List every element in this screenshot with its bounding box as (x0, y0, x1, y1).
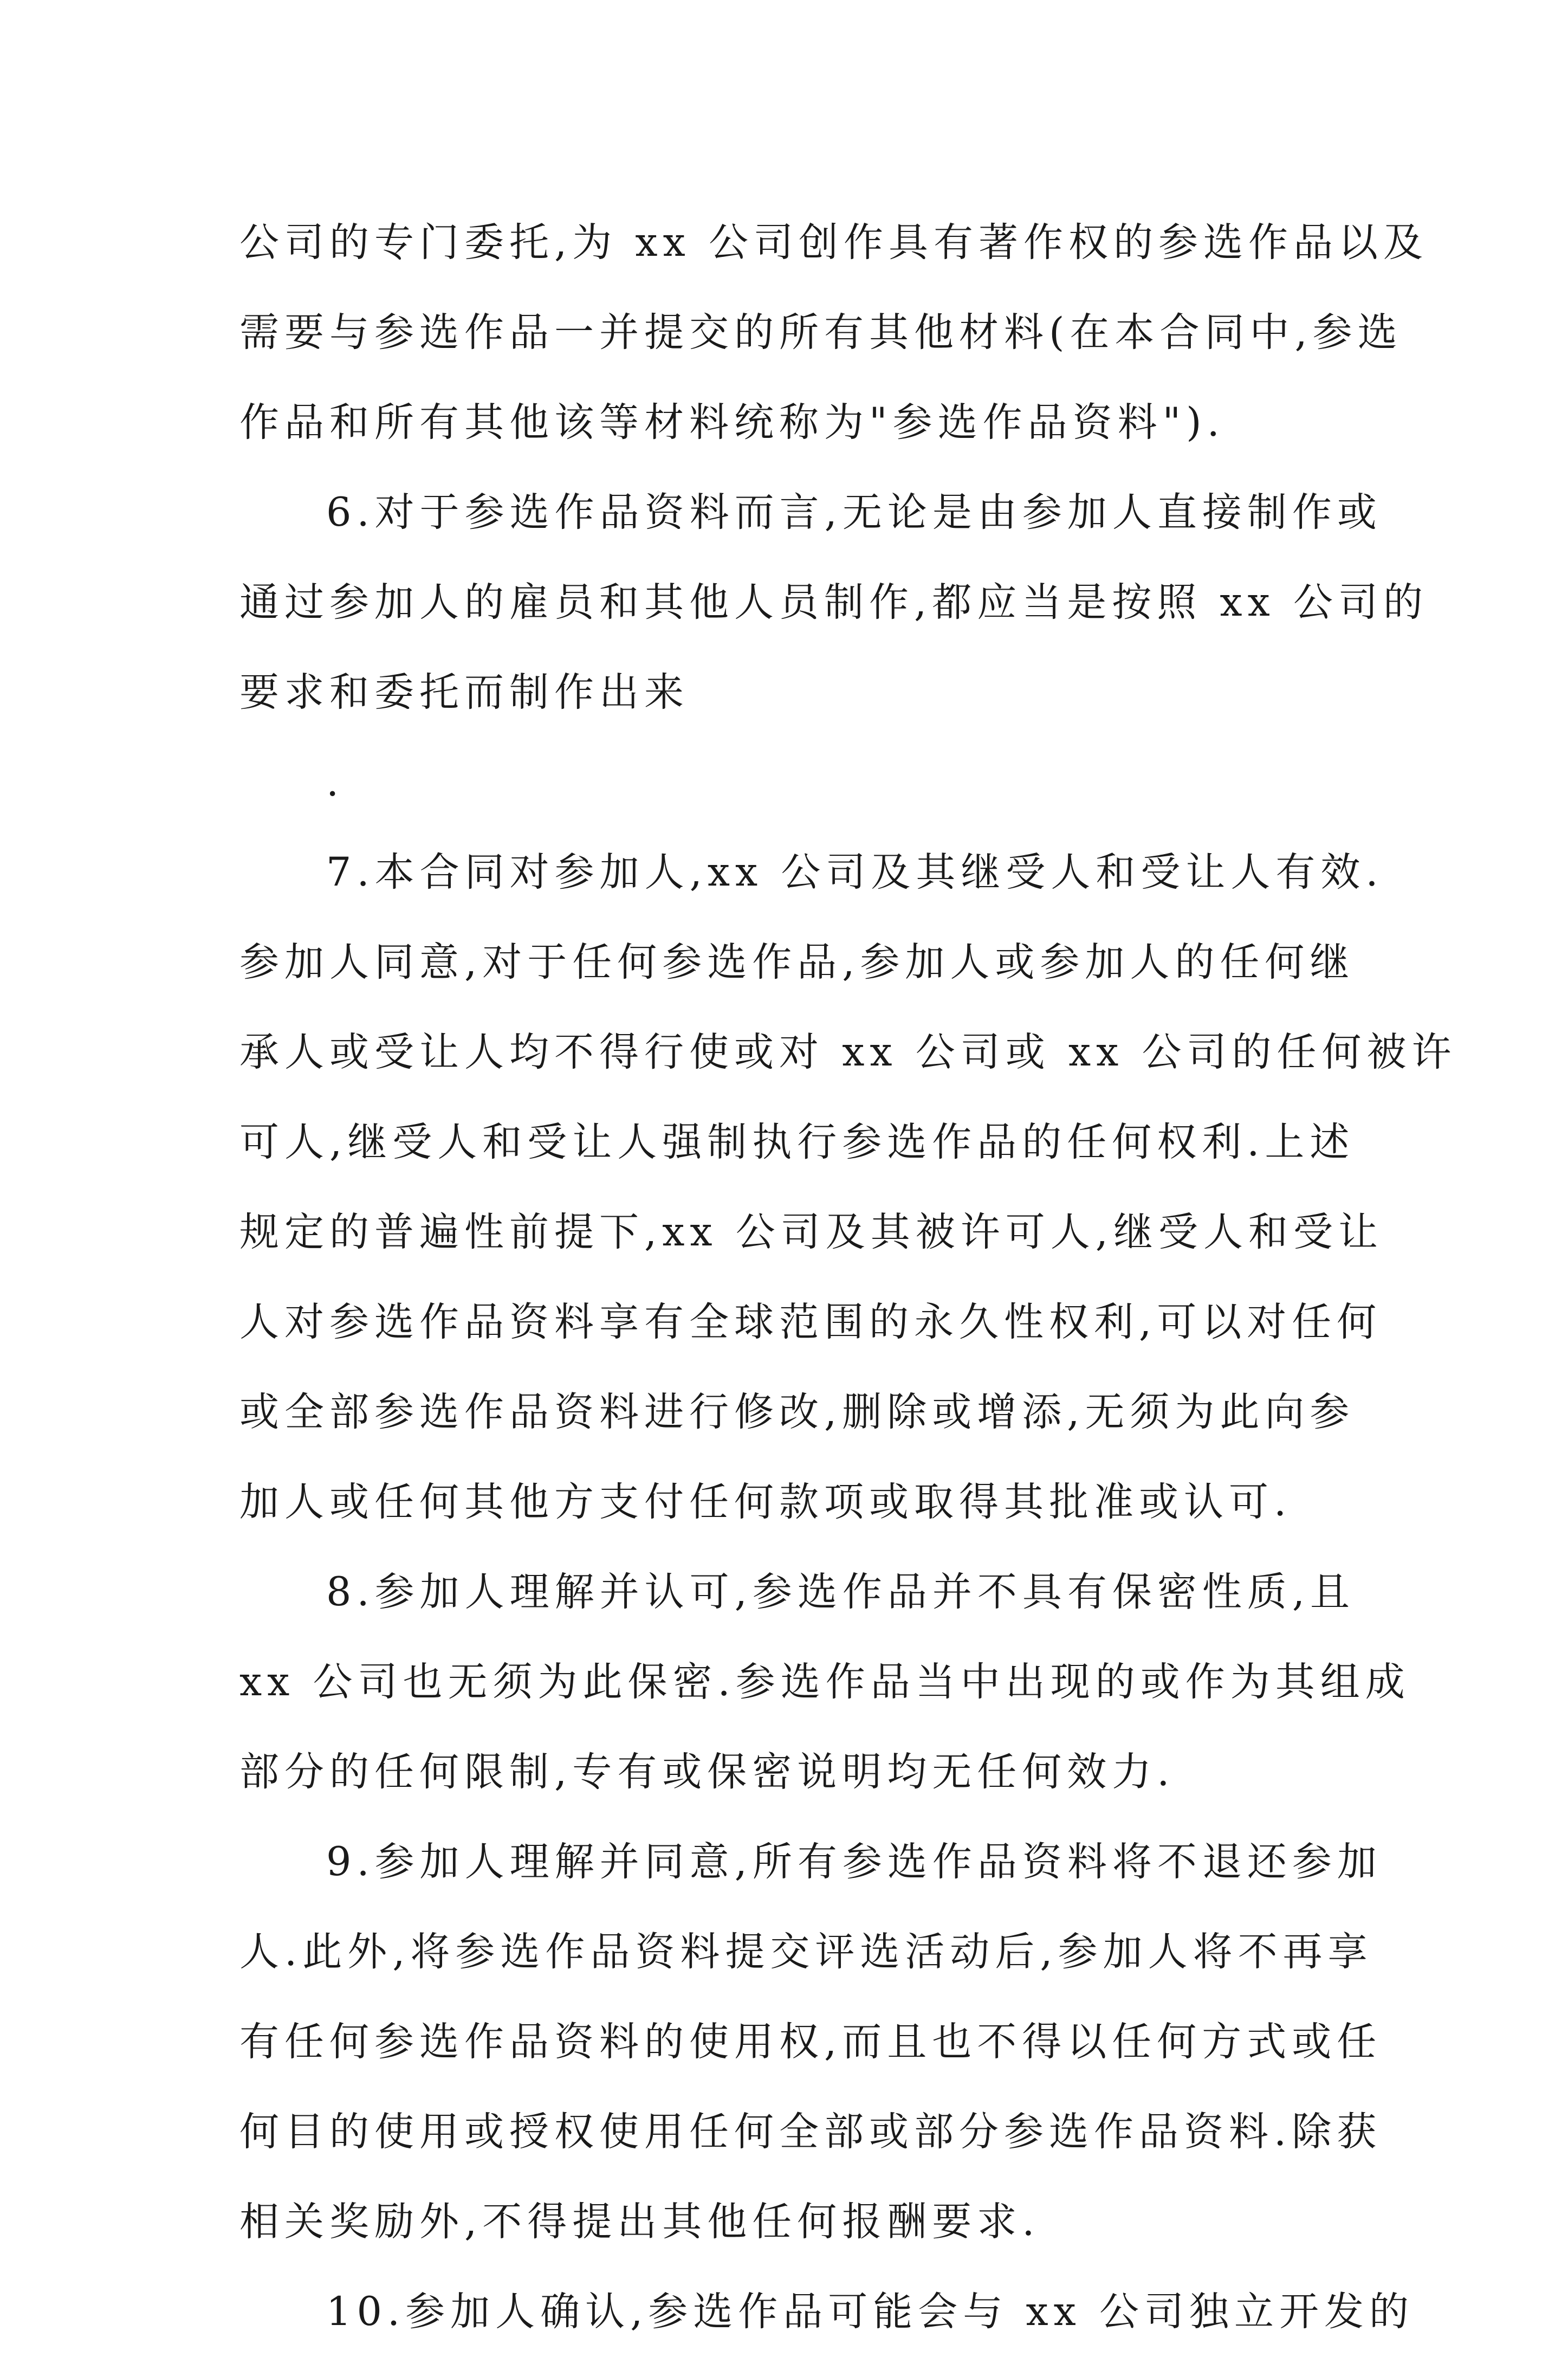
text-line: 公司的专门委托,为 xx 公司创作具有著作权的参选作品以及 (239, 219, 1428, 266)
text-line: 通过参加人的雇员和其他人员制作,都应当是按照 xx 公司的 (239, 579, 1428, 625)
text-line: . (326, 759, 345, 805)
text-line: 人对参选作品资料享有全球范围的永久性权利,可以对任何 (239, 1299, 1382, 1345)
text-line: 9.参加人理解并同意,所有参选作品资料将不退还参加 (326, 1839, 1382, 1885)
text-line: 需要与参选作品一并提交的所有其他材料(在本合同中,参选 (239, 309, 1403, 356)
text-line: 或全部参选作品资料进行修改,删除或增添,无须为此向参 (239, 1389, 1355, 1435)
text-line: 6.对于参选作品资料而言,无论是由参加人直接制作或 (326, 489, 1382, 535)
text-line: 相关奖励外,不得提出其他任何报酬要求. (239, 2199, 1040, 2245)
document-body (239, 198, 1457, 2357)
text-line: 可人,继受人和受让人强制执行参选作品的任何权利.上述 (239, 1119, 1355, 1165)
text-line: 承人或受让人均不得行使或对 xx 公司或 xx 公司的任何被许 (239, 1029, 1457, 1075)
paragraph-10 (239, 2267, 1415, 2357)
text-line: 参加人同意,对于任何参选作品,参加人或参加人的任何继 (239, 939, 1355, 985)
text-line: 要求和委托而制作出来 (239, 669, 689, 715)
text-line: 何目的使用或授权使用任何全部或部分参选作品资料.除获 (239, 2109, 1382, 2155)
text-line: xx 公司也无须为此保密.参选作品当中出现的或作为其组成 (239, 1659, 1410, 1705)
paragraph-8 (239, 1547, 1410, 1817)
text-line: 人.此外,将参选作品资料提交评选活动后,参加人将不再享 (239, 1929, 1373, 1975)
text-line: 8.参加人理解并认可,参选作品并不具有保密性质,且 (326, 1569, 1356, 1615)
text-line: 规定的普遍性前提下,xx 公司及其被许可人,继受人和受让 (239, 1209, 1383, 1255)
paragraph-7 (239, 828, 1457, 1547)
text-line: 作品和所有其他该等材料统称为"参选作品资料"). (239, 399, 1225, 445)
text-line: 部分的任何限制,专有或保密说明均无任何效力. (239, 1749, 1175, 1795)
paragraph-9 (239, 1817, 1382, 2267)
text-line: 10.参加人确认,参选作品可能会与 xx 公司独立开发的 (326, 2289, 1415, 2335)
text-line: 7.本合同对参加人,xx 公司及其继受人和受让人有效. (326, 849, 1384, 895)
paragraph-6 (239, 468, 1428, 828)
text-line: 加人或任何其他方支付任何款项或取得其批准或认可. (239, 1479, 1292, 1525)
paragraph-5-continued (239, 198, 1428, 468)
text-line: 有任何参选作品资料的使用权,而且也不得以任何方式或任 (239, 2019, 1382, 2065)
